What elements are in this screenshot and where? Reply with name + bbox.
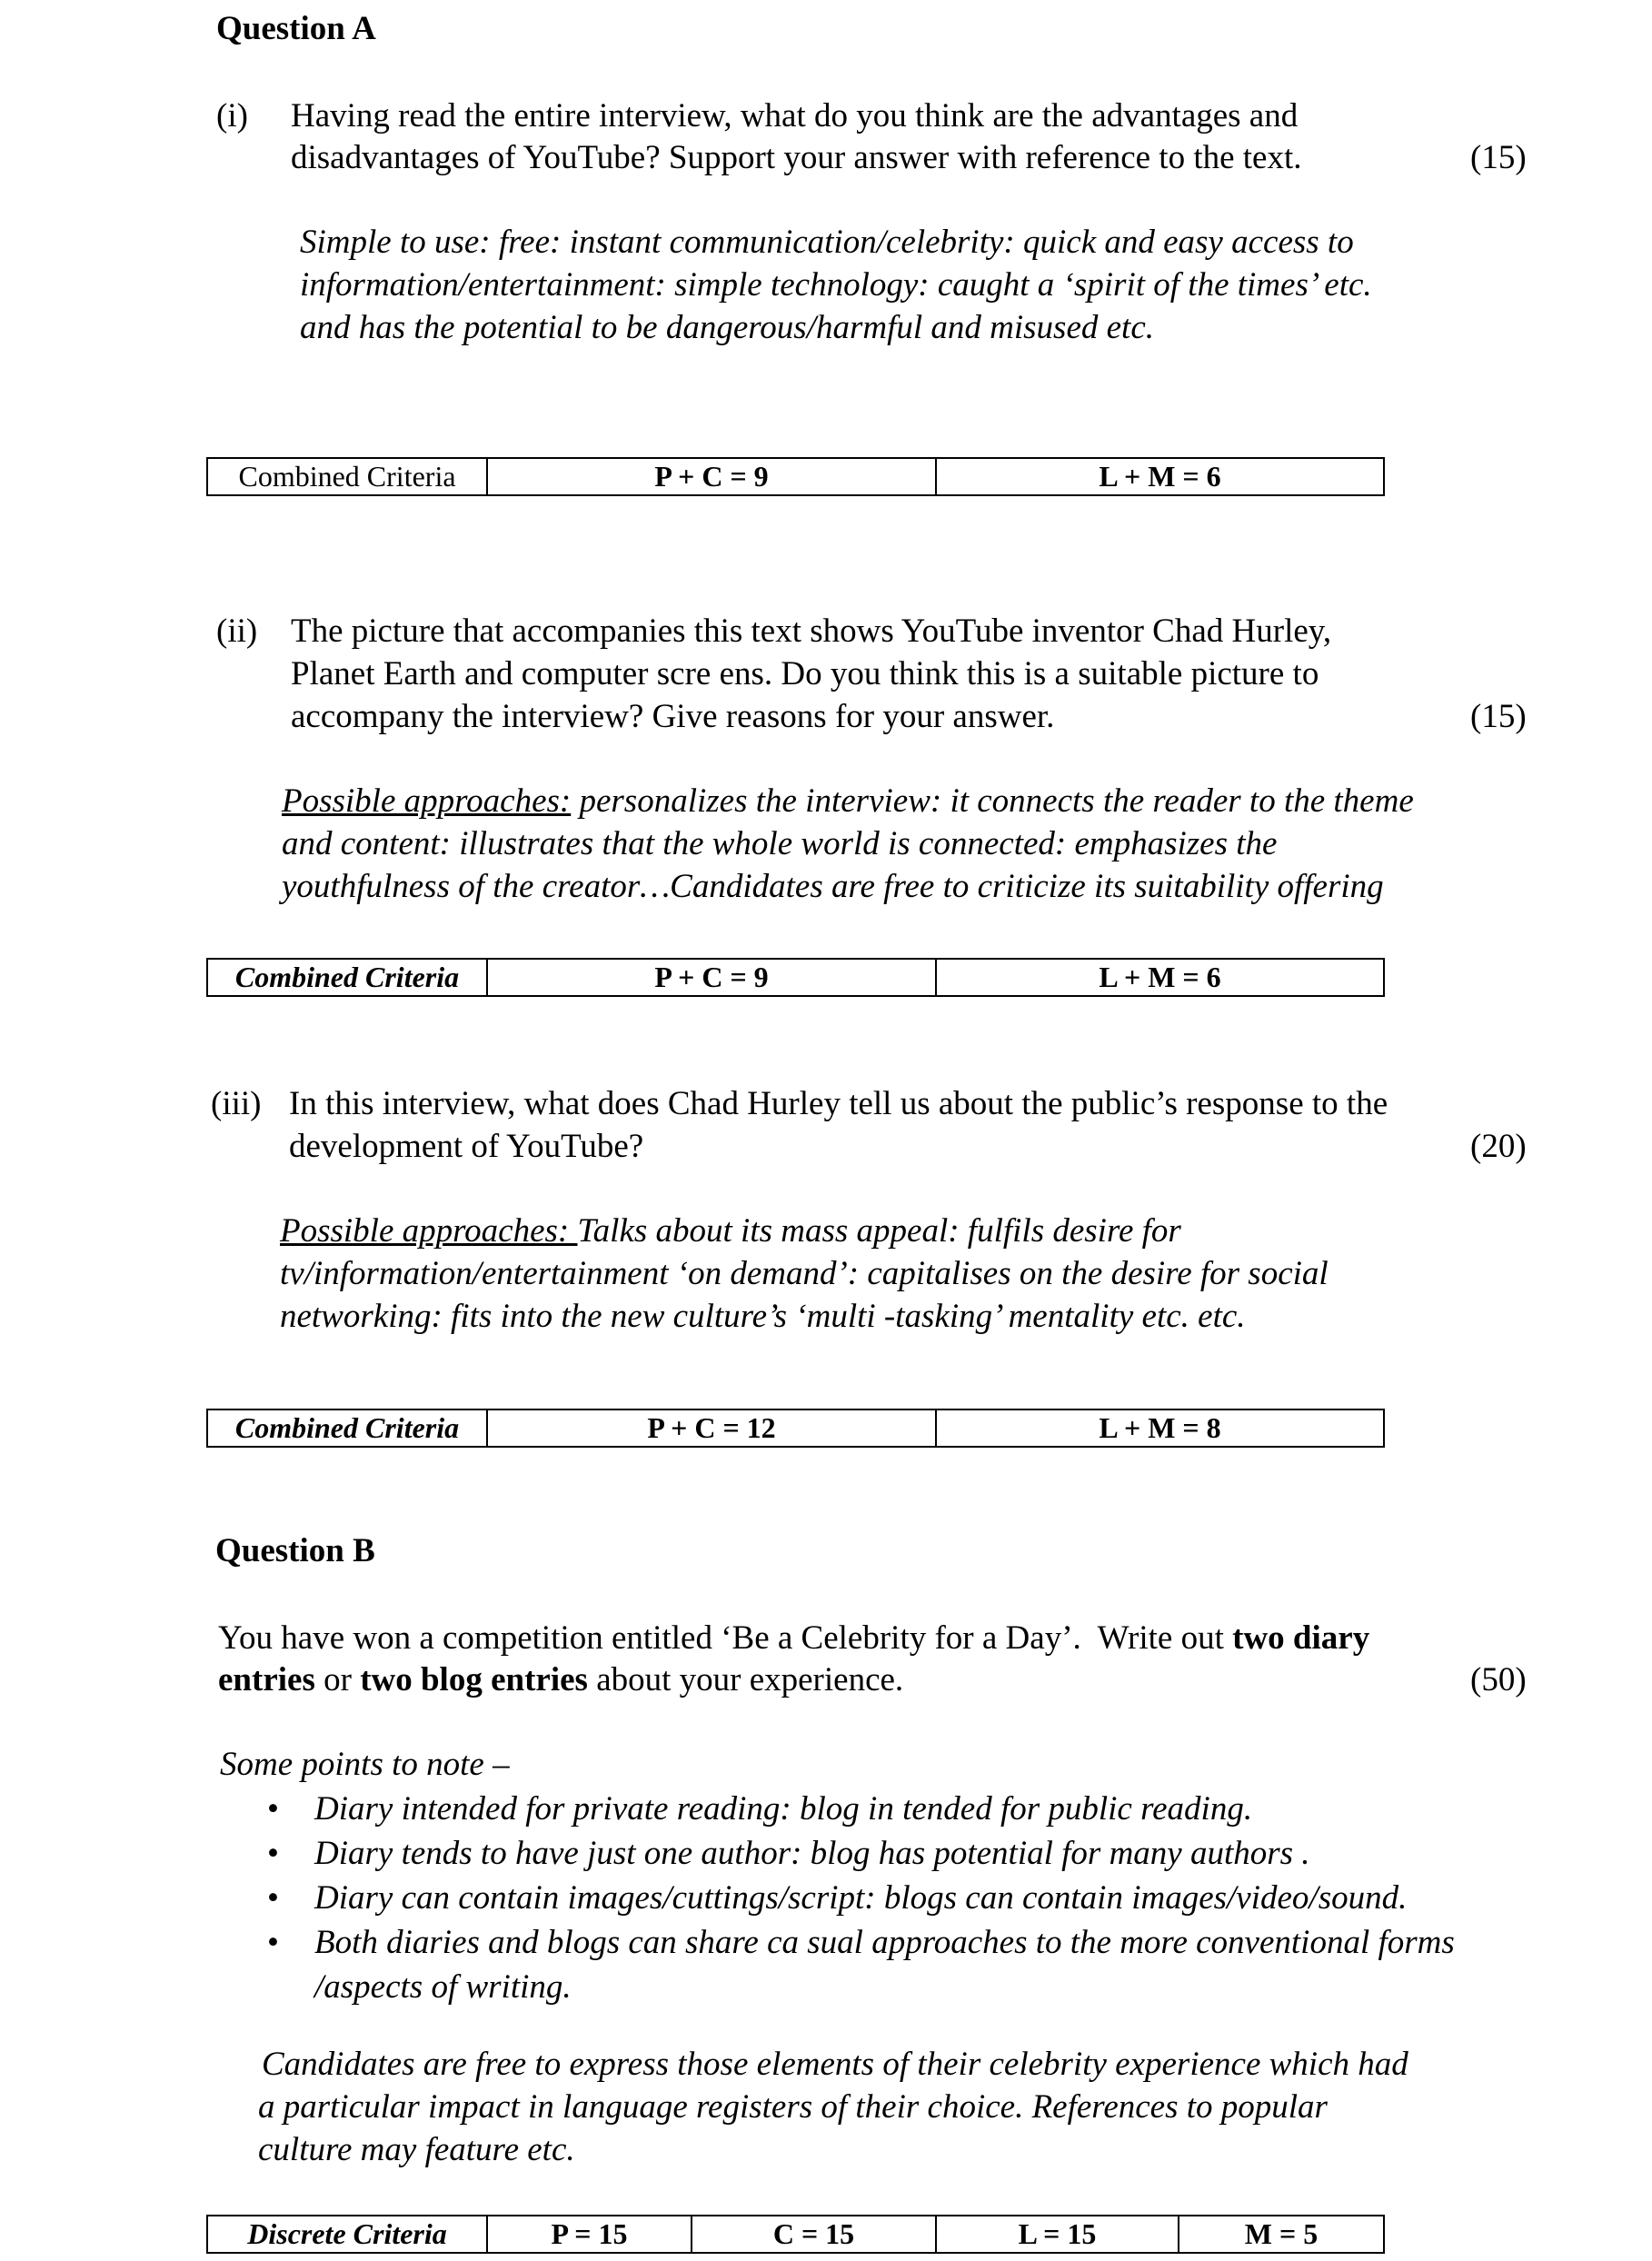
- part-iii-answer-line-2: tv/information/entertainment ‘on demand’: capitalises on the desire for social: [280, 1255, 1329, 1292]
- criteria-row: [207, 458, 1384, 495]
- question-b-prompt-line-2: [218, 1658, 903, 1701]
- part-iii-answer-line-3: networking: fits into the new culture’s ‘multi -tasking’ mentality etc. etc.: [280, 1298, 1246, 1335]
- bullet-icon: •: [267, 1879, 279, 1917]
- criteria-pc: P + C = 12: [487, 1409, 936, 1447]
- part-ii-answer-text: personalizes the interview: it connects the reader to the theme: [571, 782, 1414, 820]
- bullet-icon: •: [267, 1790, 279, 1828]
- prompt-bold-two-diary: two diary: [1232, 1619, 1370, 1657]
- list-item-text: /aspects of writing.: [314, 1968, 572, 2006]
- criteria-row: [207, 1409, 1384, 1447]
- criteria-c: C = 15: [692, 2216, 936, 2253]
- part-i-marks: (15): [1470, 139, 1527, 176]
- prompt-text: You have won a competition entitled ‘Be a Celebrity for a Day’. Write out: [218, 1619, 1233, 1657]
- list-item: [220, 1787, 1583, 1831]
- list-item-continuation: [220, 1965, 1583, 2009]
- list-item-text: Diary intended for private reading: blog in tended for public reading.: [314, 1790, 1253, 1828]
- list-item-text: Diary can contain images/cuttings/script: blogs can contain images/video/sound.: [314, 1879, 1408, 1917]
- bullet-icon: •: [267, 1924, 279, 1961]
- criteria-row: [207, 959, 1384, 996]
- part-ii-question-line-3: accompany the interview? Give reasons for your answer.: [291, 698, 1055, 735]
- part-ii-marks: (15): [1470, 698, 1527, 735]
- question-a-heading: Question A: [216, 10, 376, 47]
- question-b-heading: Question B: [215, 1532, 375, 1569]
- criteria-lm: L + M = 8: [936, 1409, 1384, 1447]
- possible-approaches-label: Possible approaches:: [280, 1212, 578, 1250]
- part-iii-question-line-1: In this interview, what does Chad Hurley tell us about the public’s response to the: [289, 1085, 1388, 1122]
- criteria-pc: P + C = 9: [487, 959, 936, 996]
- criteria-p: P = 15: [487, 2216, 692, 2253]
- criteria-label: Combined Criteria: [207, 458, 487, 495]
- criteria-l: L = 15: [936, 2216, 1179, 2253]
- criteria-row: [207, 2216, 1384, 2253]
- part-ii-number: (ii): [216, 613, 258, 650]
- criteria-label: Combined Criteria: [207, 1409, 487, 1447]
- part-i-answer-line-2: information/entertainment: simple technology: caught a ‘spirit of the times’ etc.: [300, 266, 1372, 304]
- prompt-bold-entries: entries: [218, 1661, 315, 1698]
- part-i-question-line-2: disadvantages of YouTube? Support your answer with reference to the text.: [291, 139, 1302, 176]
- closing-line-3: culture may feature etc.: [258, 2131, 575, 2168]
- list-item-text: Both diaries and blogs can share ca sual approaches to the more conventional forms: [314, 1924, 1455, 1961]
- list-item: [220, 1831, 1583, 1876]
- closing-line-1: Candidates are free to express those elements of their celebrity experience which had: [262, 2046, 1408, 2083]
- part-iii-number: (iii): [211, 1085, 262, 1122]
- possible-approaches-label: Possible approaches:: [282, 782, 572, 820]
- part-ii-criteria-table: [206, 958, 1385, 997]
- list-item: [220, 1920, 1583, 1965]
- prompt-text-rest: about your experience.: [587, 1661, 904, 1698]
- part-iii-answer-line-1: [280, 1210, 1181, 1252]
- prompt-bold-two-blog-entries: two blog entries: [360, 1661, 588, 1698]
- closing-line-2: a particular impact in language registers of their choice. References to popular: [258, 2088, 1328, 2126]
- part-ii-answer-line-3: youthfulness of the creator…Candidates are free to criticize its suitability offering: [282, 868, 1384, 905]
- part-iii-question-line-2: development of YouTube?: [289, 1128, 644, 1165]
- part-i-answer-line-3: and has the potential to be dangerous/harmful and misused etc.: [300, 309, 1154, 346]
- part-i-question-line-1: Having read the entire interview, what do you think are the advantages and: [291, 97, 1299, 134]
- criteria-label: Discrete Criteria: [207, 2216, 487, 2253]
- criteria-m: M = 5: [1179, 2216, 1384, 2253]
- question-b-criteria-table: [206, 2215, 1385, 2254]
- list-item: [220, 1876, 1583, 1920]
- bullet-icon: •: [267, 1835, 279, 1872]
- criteria-lm: L + M = 6: [936, 458, 1384, 495]
- question-b-marks: (50): [1470, 1661, 1527, 1698]
- part-iii-criteria-table: [206, 1409, 1385, 1448]
- part-ii-answer-line-2: and content: illustrates that the whole world is connected: emphasizes the: [282, 825, 1278, 862]
- part-i-number: (i): [216, 97, 248, 134]
- part-ii-question-line-1: The picture that accompanies this text shows YouTube inventor Chad Hurley,: [291, 613, 1332, 650]
- criteria-label: Combined Criteria: [207, 959, 487, 996]
- criteria-pc: P + C = 9: [487, 458, 936, 495]
- prompt-text-or: or: [314, 1661, 361, 1698]
- criteria-lm: L + M = 6: [936, 959, 1384, 996]
- part-iii-answer-text: Talks about its mass appeal: fulfils desire for: [577, 1212, 1181, 1250]
- part-i-criteria-table: [206, 457, 1385, 496]
- part-i-answer-line-1: Simple to use: free: instant communication/celebrity: quick and easy access to: [300, 224, 1354, 261]
- question-b-prompt-line-1: [218, 1617, 1369, 1659]
- part-ii-question-line-2: Planet Earth and computer scre ens. Do you think this is a suitable picture to: [291, 655, 1319, 692]
- part-iii-marks: (20): [1470, 1128, 1527, 1165]
- part-ii-answer-line-1: [282, 780, 1414, 822]
- notes-heading: Some points to note –: [220, 1746, 510, 1783]
- list-item-text: Diary tends to have just one author: blog has potential for many authors .: [314, 1835, 1310, 1872]
- notes-list: [220, 1787, 1583, 2009]
